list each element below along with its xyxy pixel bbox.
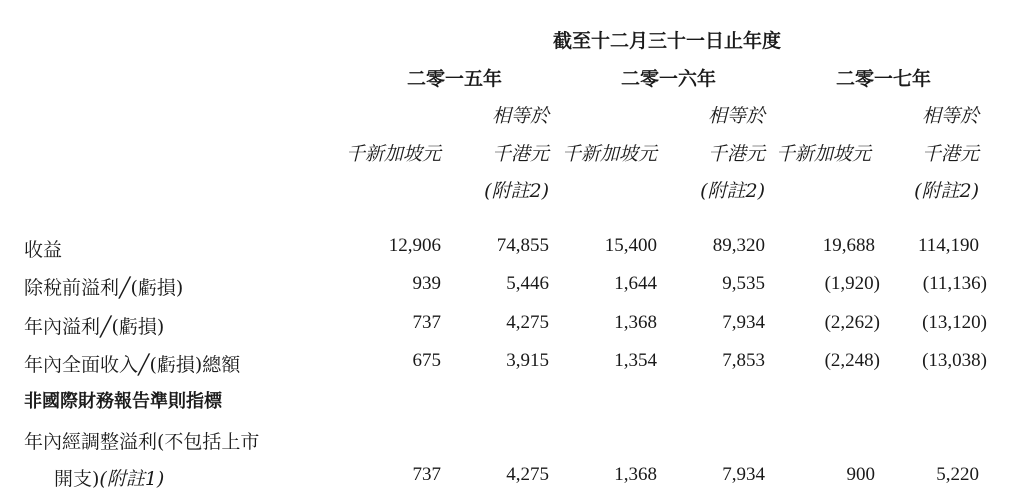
cell-value: 675 (412, 350, 441, 371)
cell-value: 15,400 (604, 235, 657, 256)
cell-value: 7,934 (722, 312, 765, 333)
cell-value: (11,136) (922, 273, 987, 294)
cell-value: 5,220 (936, 464, 979, 485)
row-label-profit-before-tax: 除稅前溢利╱(虧損) (24, 277, 184, 299)
col-sgd-label: 千新加坡元 (561, 143, 657, 165)
col-equiv-label: 相等於 (707, 105, 765, 127)
col-note-label: (附註2) (700, 180, 765, 202)
cell-value: 939 (412, 273, 441, 294)
row-label-total-comprehensive-income: 年內全面收入╱(虧損)總額 (24, 354, 241, 376)
cell-value: 4,275 (506, 312, 549, 333)
cell-value: 89,320 (712, 235, 765, 256)
cell-value: (1,920) (824, 273, 880, 294)
year-header-2017: 二零一七年 (836, 68, 932, 90)
year-header-2015: 二零一五年 (407, 68, 503, 90)
cell-value: (13,038) (922, 350, 987, 371)
col-sgd-label: 千新加坡元 (775, 143, 871, 165)
adjusted-label-note: (附註1) (99, 468, 165, 490)
cell-value: 900 (846, 464, 875, 485)
col-hkd-label: 千港元 (707, 143, 765, 165)
cell-value: (2,248) (824, 350, 880, 371)
cell-value: (2,262) (824, 312, 880, 333)
col-note-label: (附註2) (914, 180, 979, 202)
cell-value: 9,535 (722, 273, 765, 294)
row-label-adjusted-profit-line1: 年內經調整溢利(不包括上市 (24, 431, 260, 453)
adjusted-label-main: 開支) (54, 468, 100, 490)
cell-value: 7,934 (722, 464, 765, 485)
col-hkd-label: 千港元 (491, 143, 549, 165)
row-label-adjusted-profit-line2 (54, 464, 164, 491)
cell-value: (13,120) (922, 312, 987, 333)
cell-value: 4,275 (506, 464, 549, 485)
cell-value: 74,855 (496, 235, 549, 256)
section-title-non-ifrs: 非國際財務報告準則指標 (24, 391, 222, 412)
cell-value: 7,853 (722, 350, 765, 371)
col-equiv-label: 相等於 (491, 105, 549, 127)
col-note-label: (附註2) (484, 180, 549, 202)
cell-value: 3,915 (506, 350, 549, 371)
year-header-2016: 二零一六年 (621, 68, 717, 90)
cell-value: 1,354 (614, 350, 657, 371)
cell-value: 12,906 (388, 235, 441, 256)
cell-value: 1,368 (614, 312, 657, 333)
col-equiv-label: 相等於 (921, 105, 979, 127)
period-header: 截至十二月三十一日止年度 (553, 30, 782, 52)
cell-value: 114,190 (917, 235, 979, 256)
cell-value: 737 (412, 464, 441, 485)
col-sgd-label: 千新加坡元 (345, 143, 441, 165)
row-label-revenue: 收益 (24, 239, 63, 261)
cell-value: 1,644 (614, 273, 657, 294)
cell-value: 5,446 (506, 273, 549, 294)
cell-value: 1,368 (614, 464, 657, 485)
row-label-profit-for-year: 年內溢利╱(虧損) (24, 316, 165, 338)
col-hkd-label: 千港元 (921, 143, 979, 165)
cell-value: 19,688 (822, 235, 875, 256)
cell-value: 737 (412, 312, 441, 333)
